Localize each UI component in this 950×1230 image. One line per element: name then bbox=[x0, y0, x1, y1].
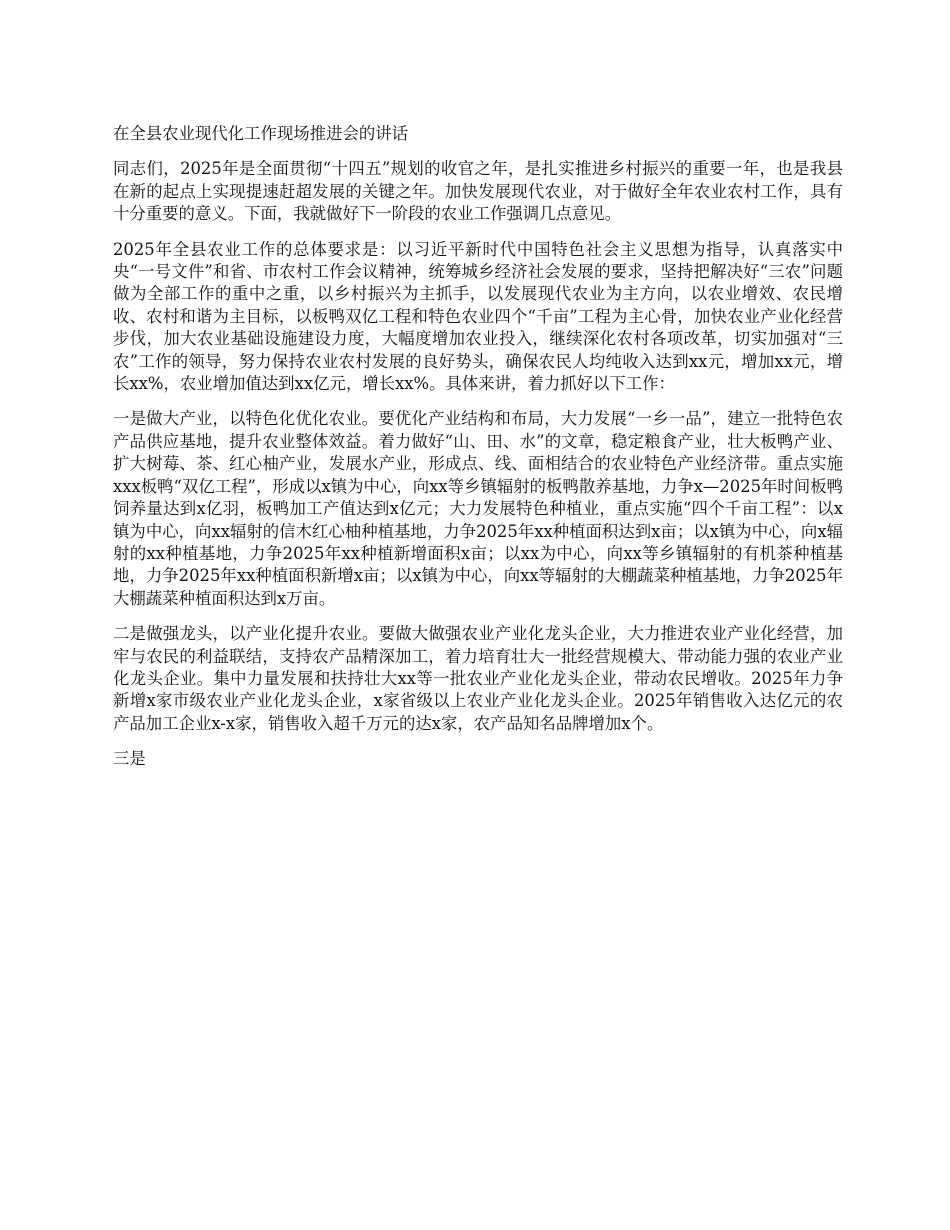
paragraph-industry: 一是做大产业，以特色化优化农业。要优化产业结构和布局，大力发展“一乡一品”，建立一批特色农产品供应基地，提升农业整体效益。着力做好“山、田、水”的文章，稳定粮食产业，壮大板鸭产业、扩大树莓、茶、红心柚产业，发展水产业，形成点、线、面相结合的农业特色产业经济带。重点实施xxx板鸭“双亿工程”，形成以x镇为中心，向xx等乡镇辐射的板鸭散养基地，力争x—2025年时间板鸭饲养量达到x亿羽，板鸭加工产值达到x亿元；大力发展特色种植业，重点实施“四个千亩工程”：以x镇为中心，向xx辐射的信木红心柚种植基地，力争2025年xx种植面积达到x亩；以x镇为中心，向x辐射的xx种植基地，力争2025年xx种植新增面积x亩；以xx为中心，向xx等乡镇辐射的有机茶种植基地，力争2025年xx种植面积新增x亩；以x镇为中心，向xx等辐射的大棚蔬菜种植基地，力争2025年大棚蔬菜种植面积达到x万亩。 bbox=[113, 409, 843, 608]
paragraph-general-requirements: 2025年全县农业工作的总体要求是：以习近平新时代中国特色社会主义思想为指导，认真落实中央“一号文件”和省、市农村工作会议精神，统筹城乡经济社会发展的要求，坚持把解决好“三农”问题做为全部工作的重中之重，以乡村振兴为主抓手，以发展现代农业为主方向，以农业增效、农民增收、农村和谐为主目标，以板鸭双亿工程和特色农业四个“千亩”工程为主心骨，加快农业产业化经营步伐，加大农业基础设施建设力度，大幅度增加农业投入，继续深化农村各项改革，切实加强对“三农”工作的领导，努力保持农业农村发展的良好势头，确保农民人均纯收入达到xx元，增加xx元，增长xx%，农业增加值达到xx亿元，增长xx%。具体来讲，着力抓好以下工作： bbox=[113, 239, 843, 394]
document-body bbox=[113, 123, 843, 784]
document-title: 在全县农业现代化工作现场推进会的讲话 bbox=[113, 124, 409, 143]
paragraph-opening: 同志们，2025年是全面贯彻“十四五”规划的收官之年，是扎实推进乡村振兴的重要一年，也是我县在新的起点上实现提速赶超发展的关键之年。加快发展现代农业，对于做好全年农业农村工作，具有十分重要的意义。下面，我就做好下一阶段的农业工作强调几点意见。 bbox=[113, 159, 843, 224]
paragraph-third-item: 三是 bbox=[113, 749, 146, 769]
paragraph-leading-enterprises: 二是做强龙头，以产业化提升农业。要做大做强农业产业化龙头企业，大力推进农业产业化经营，加牢与农民的利益联结，支持农产品精深加工，着力培育壮大一批经营规模大、带动能力强的农业产业化龙头企业。集中力量发展和扶持壮大xx等一批农业产业化龙头企业，带动农民增收。2025年力争新增x家市级农业产业化龙头企业，x家省级以上农业产业化龙头企业。2025年销售收入达亿元的农产品加工企业x-x家，销售收入超千万元的达x家，农产品知名品牌增加x个。 bbox=[113, 624, 843, 733]
